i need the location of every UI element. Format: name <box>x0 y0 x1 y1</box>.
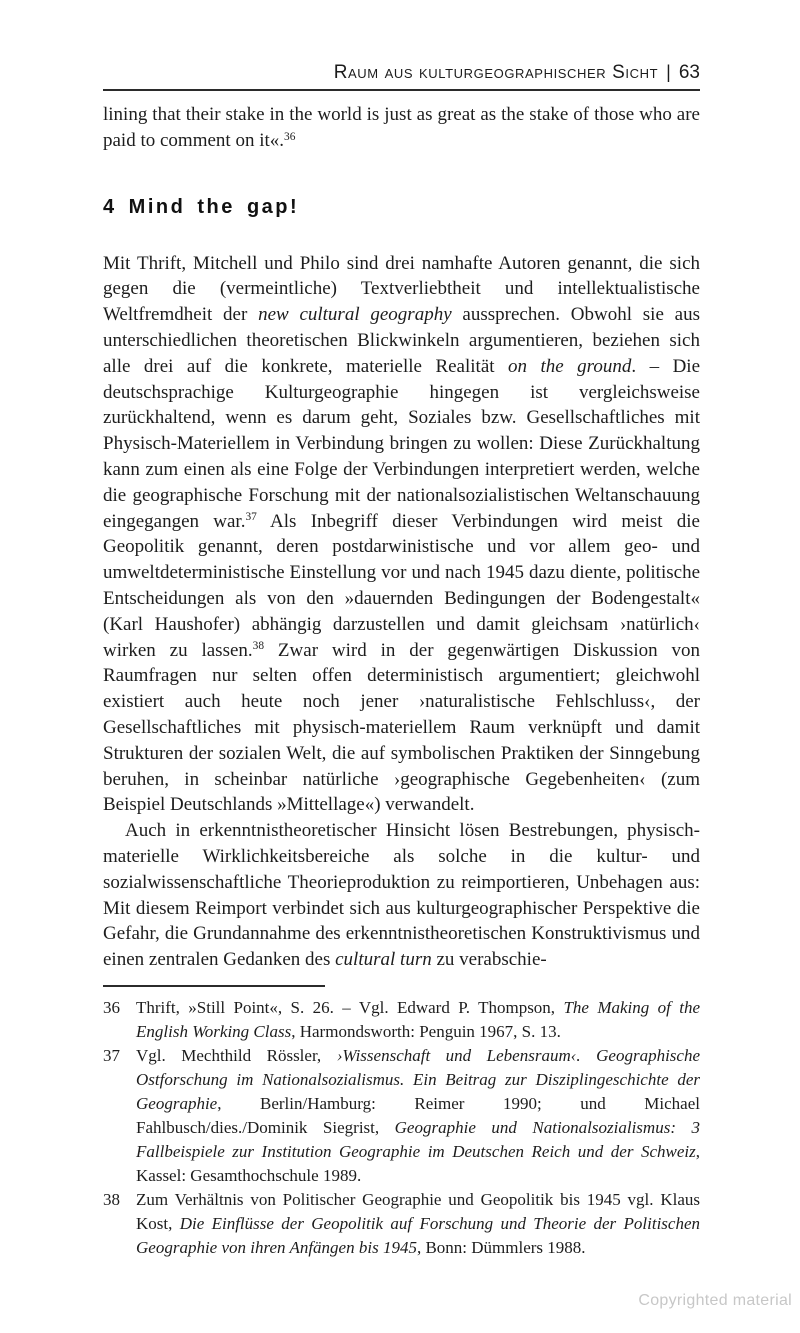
footnote-item <box>103 1044 700 1188</box>
copyright-watermark: Copyrighted material <box>638 1292 792 1309</box>
intro-paragraph: lining that their stake in the world is just as great as the stake of those who are paid to comment on it«.$^{36}$ <box>103 104 700 151</box>
running-title: Raum aus kulturgeographischer Sicht <box>333 62 659 83</box>
header-separator: | <box>666 62 671 82</box>
footnote-text: Vgl. Mechthild Rössler, ›Wissenschaft und Lebensraum‹. Geographische Ostforschung im Nationalsozialismus. Ein Beitrag zur Disziplingeschichte der Geographie, Berlin/Hamburg: Reimer 1990; und Michael Fahlbusch/dies./Dominik Siegrist, Geographie und Nationalsozialismus: 3 Fallbeispiele zur Institution Geographie im Deutschen Reich und der Schweiz, Kassel: Gesamthochschule 1989. <box>136 1045 700 1185</box>
section-heading: 4 Mind the gap! <box>103 195 300 218</box>
footnote-text: Zum Verhältnis von Politischer Geographie und Geopolitik bis 1945 vgl. Klaus Kost, Die Einflüsse der Geopolitik auf Forschung und Theorie der Politischen Geographie von ihren Anfängen bis 1945, Bonn: Dümmlers 1988. <box>136 1189 700 1257</box>
footnote-number: 37 <box>103 1045 120 1065</box>
page-number: 63 <box>678 62 700 83</box>
footnote-text: Thrift, »Still Point«, S. 26. – Vgl. Edward P. Thompson, The Making of the English Working Class, Harmondsworth: Penguin 1967, S. 13. <box>136 997 701 1041</box>
body-paragraph: Auch in erkenntnistheoretischer Hinsicht lösen Bestrebungen, physisch-materielle Wirklichkeitsbereiche als solche in die kultur- und sozialwissenschaftliche Theorieproduktion zu reimportieren, Unbehagen aus: Mit diesem Reimport verbindet sich aus kulturgeographischer Perspektive die Gefahr, die Grundannahme des erkenntnistheoretischen Konstruktivismus und einen zentralen Gedanken des cultural turn zu verabschie- <box>103 820 700 971</box>
running-header <box>103 62 700 91</box>
footnote-list <box>103 996 700 1260</box>
footnotes-section <box>103 985 700 1260</box>
footnote-rule <box>103 985 325 987</box>
footnote-item <box>103 996 700 1044</box>
footnote-item <box>103 1188 700 1260</box>
body-paragraph: Mit Thrift, Mitchell und Philo sind drei namhafte Autoren genannt, die sich gegen die (vermeintliche) Textverliebtheit und intellektualistische Weltfremdheit der new cultural geography aussprechen. Obwohl sie aus unterschiedlichen theoretischen Blickwinkeln argumentieren, beziehen sich alle drei auf die konkrete, materielle Realität on the ground. – Die deutschsprachige Kulturgeographie hingegen ist vergleichsweise zurückhaltend, wenn es darum geht, Soziales bzw. Gesellschaftliches mit Physisch-Materiellem in Verbindung bringen zu wollen: Diese Zurückhaltung kann zum einen als eine Folge der Verbindungen interpretiert werden, welche die geographische Forschung mit der nationalsozialistischen Weltanschauung eingegangen war.$^{37}$ Als Inbegriff dieser Verbindungen wird meist die Geopolitik genannt, deren postdarwinistische und vor allem geo- und umweltdeterministische Einstellung vor und nach 1945 dazu diente, politische Entscheidungen als von den »dauernden Bedingungen der Bodengestalt« (Karl Haushofer) abhängig darzustellen und damit gleichsam ›natürlich‹ wirken zu lassen.$^{38}$ Zwar wird in der gegenwärtigen Diskussion von Raumfragen nur selten offen deterministisch argumentiert; gleichwohl existiert auch heute noch jener ›naturalistische Fehlschluss‹, der Gesellschaftliches mit physisch-materiellem Raum verknüpft und damit Strukturen der sozialen Welt, die auf symbolischen Praktiken der Sinngebung beruhen, in scheinbar natürliche ›geographische Gegebenheiten‹ (zum Beispiel Deutschlands »Mittellage«) verwandelt. <box>103 252 701 816</box>
footnote-number: 36 <box>103 997 120 1017</box>
footnote-number: 38 <box>103 1189 120 1209</box>
